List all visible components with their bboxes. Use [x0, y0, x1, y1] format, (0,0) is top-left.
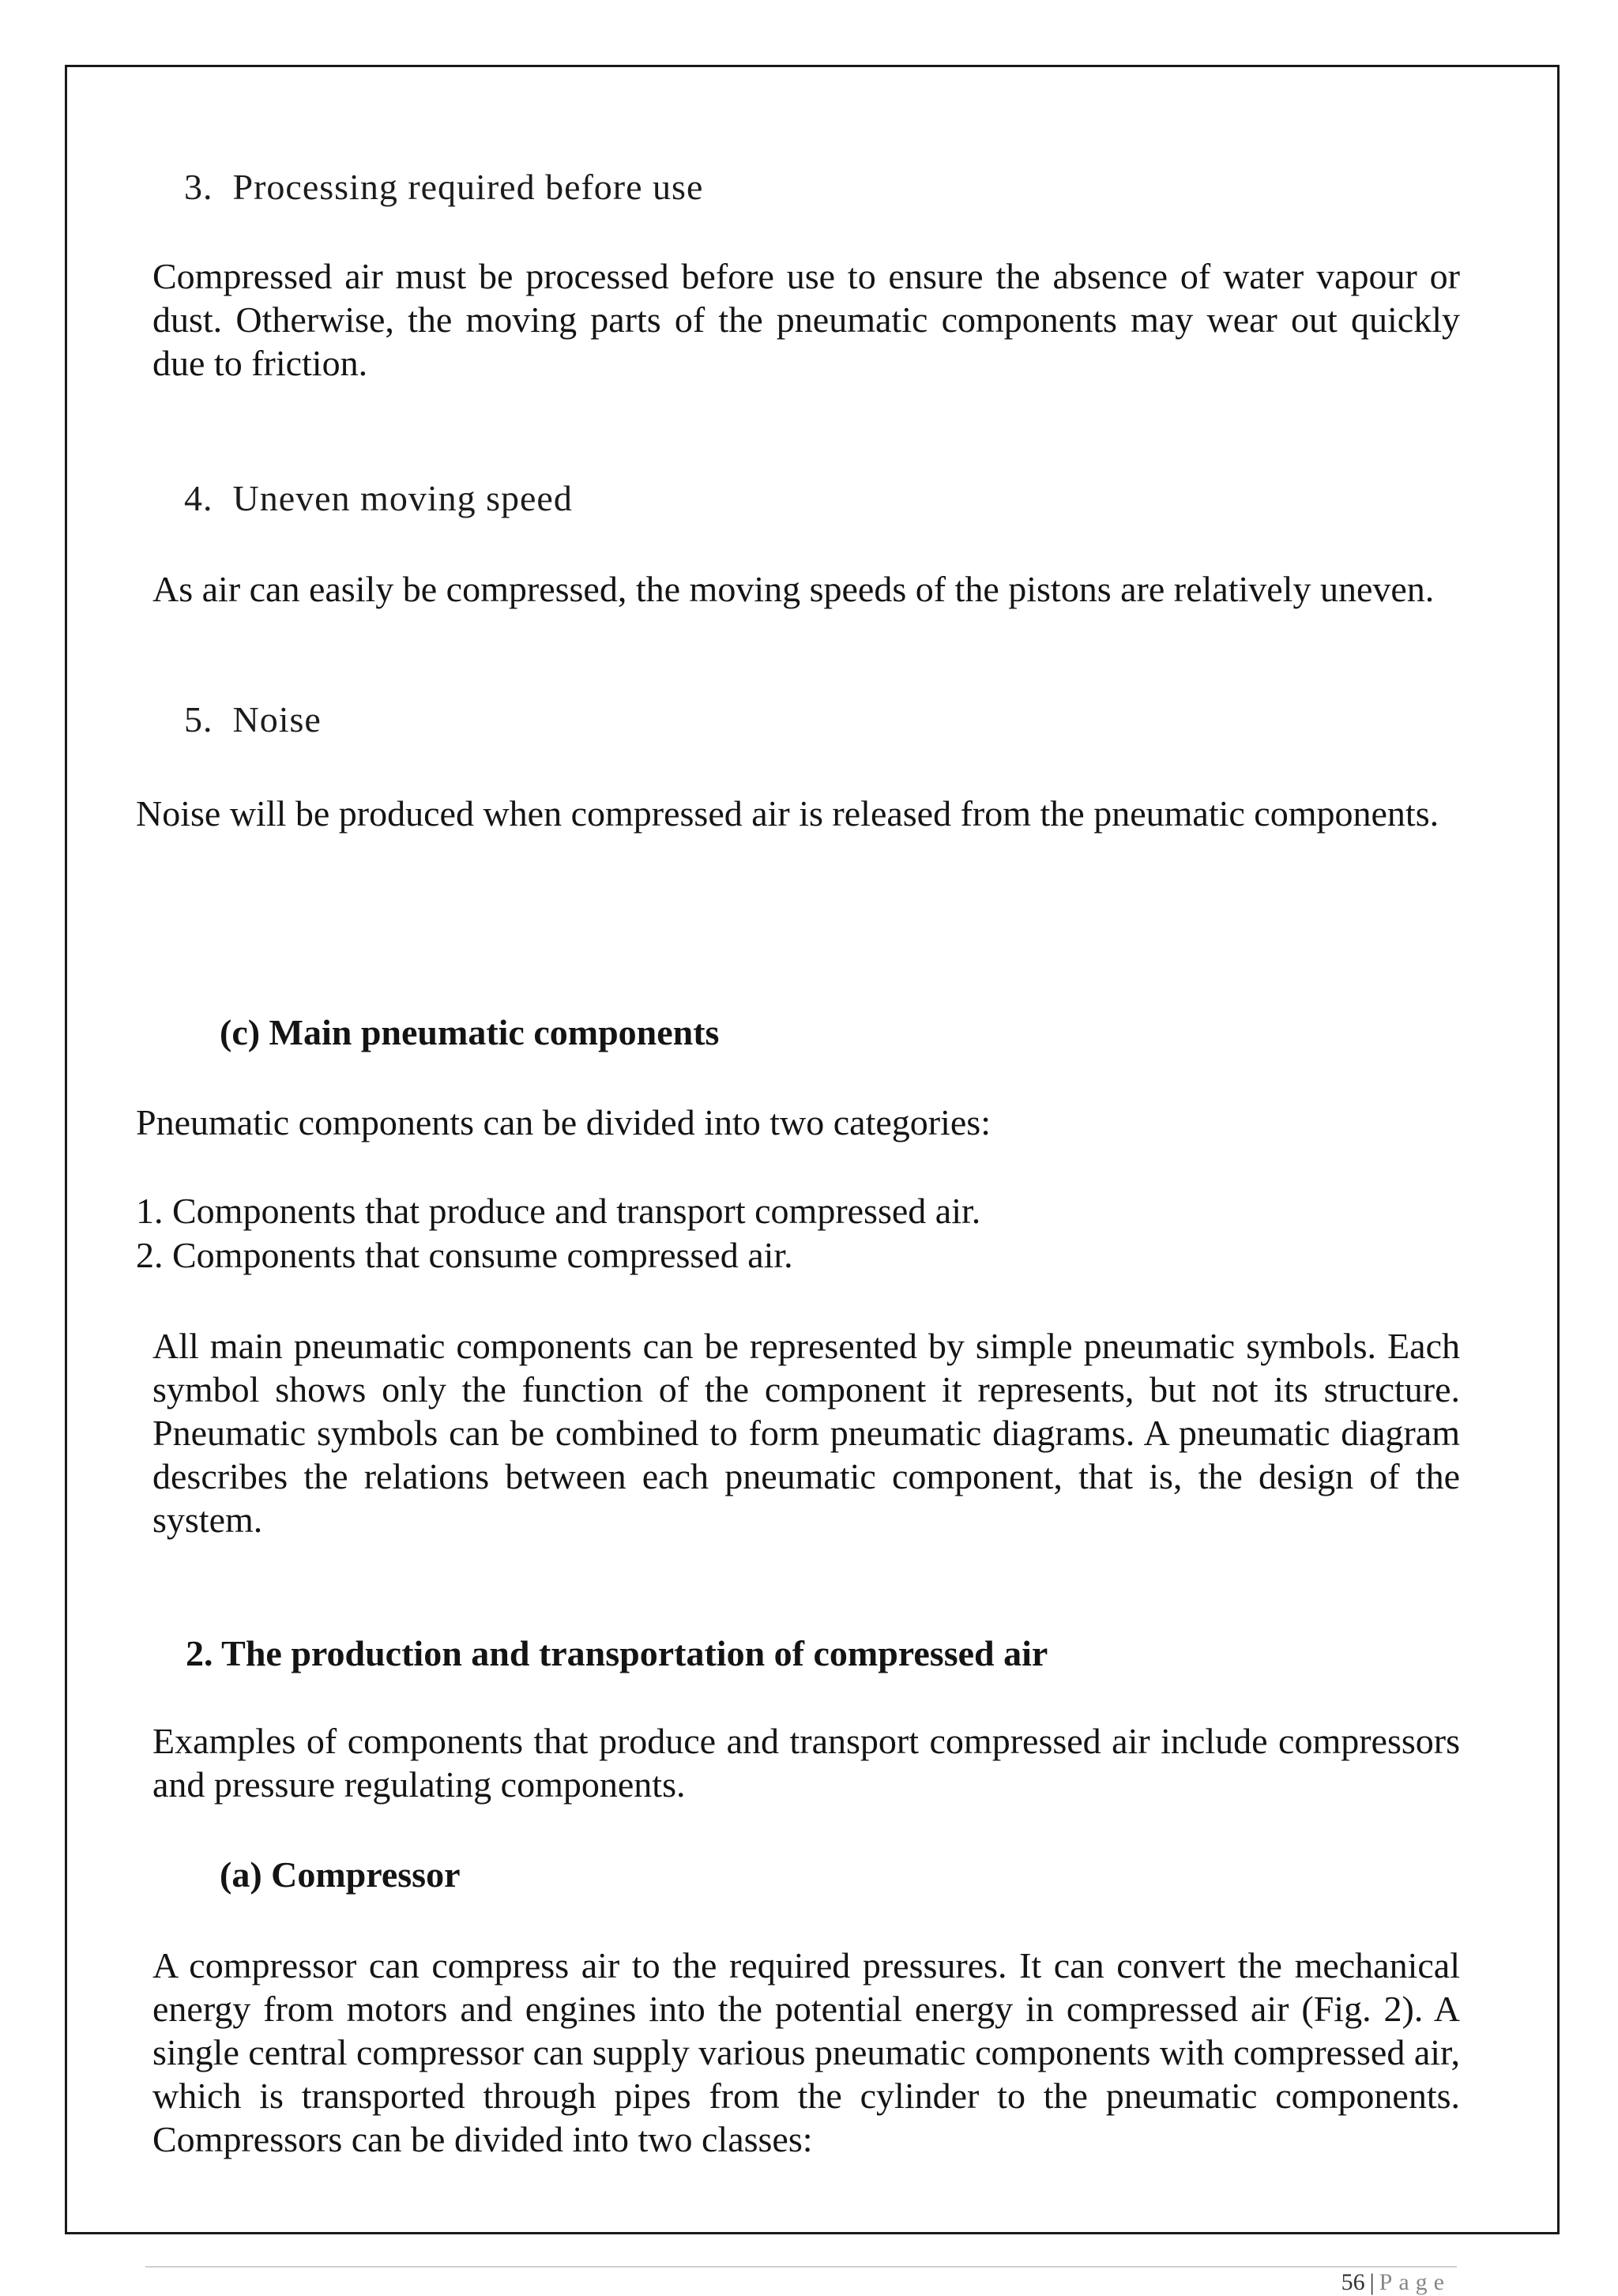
item-heading-processing [184, 166, 703, 208]
paragraph-symbols: All main pneumatic components can be represented by simple pneumatic symbols. Each symbol shows only the function of the component it represents, but not its structure. Pneumatic symbols can be combined to form pneumatic diagrams. A pneumatic diagram describes the relations between each pneumatic component, that is, the design of the system. [152, 1326, 1460, 1540]
page-border [65, 65, 1560, 2234]
item-title: Noise [232, 699, 322, 740]
paragraph-examples: Examples of components that produce and transport compressed air include compressors and pressure regulating components. [152, 1721, 1460, 1805]
item-title: Processing required before use [232, 167, 704, 207]
paragraph-processing: Compressed air must be processed before use to ensure the absence of water vapour or dust. Otherwise, the moving parts of the pneumatic components may wear out quickly due to friction. [152, 256, 1460, 383]
item-number: 5. [184, 699, 213, 740]
paragraph-uneven: As air can easily be compressed, the moving speeds of the pistons are relatively uneven. [152, 569, 1435, 609]
item-number: 3. [184, 167, 213, 207]
footer-separator: | [1369, 2269, 1375, 2295]
footer-rule [145, 2266, 1457, 2268]
section-heading-production: 2. The production and transportation of compressed air [186, 1633, 1048, 1673]
page-footer [1341, 2269, 1451, 2296]
item-title: Uneven moving speed [232, 478, 573, 518]
category-item-1: 1. Components that produce and transport compressed air. [136, 1191, 981, 1231]
categories-intro: Pneumatic components can be divided into two categories: [136, 1102, 991, 1142]
category-item-2: 2. Components that consume compressed air. [136, 1235, 793, 1275]
item-heading-noise [184, 698, 322, 740]
paragraph-noise: Noise will be produced when compressed air is released from the pneumatic components. [136, 793, 1439, 834]
item-number: 4. [184, 478, 213, 518]
page-number: 56 [1341, 2269, 1365, 2295]
page-label: Page [1379, 2269, 1451, 2295]
item-heading-uneven [184, 477, 573, 519]
section-heading-compressor: (a) Compressor [220, 1854, 461, 1895]
paragraph-compressor: A compressor can compress air to the required pressures. It can convert the mechanical energy from motors and engines into the potential energy in compressed air (Fig. 2). A single central compressor can supply various pneumatic components with compressed air, which is transported through pipes from the cylinder to the pneumatic components. Compressors can be divided into two classes: [152, 1945, 1460, 2159]
section-heading-main-components: (c) Main pneumatic components [220, 1012, 720, 1052]
